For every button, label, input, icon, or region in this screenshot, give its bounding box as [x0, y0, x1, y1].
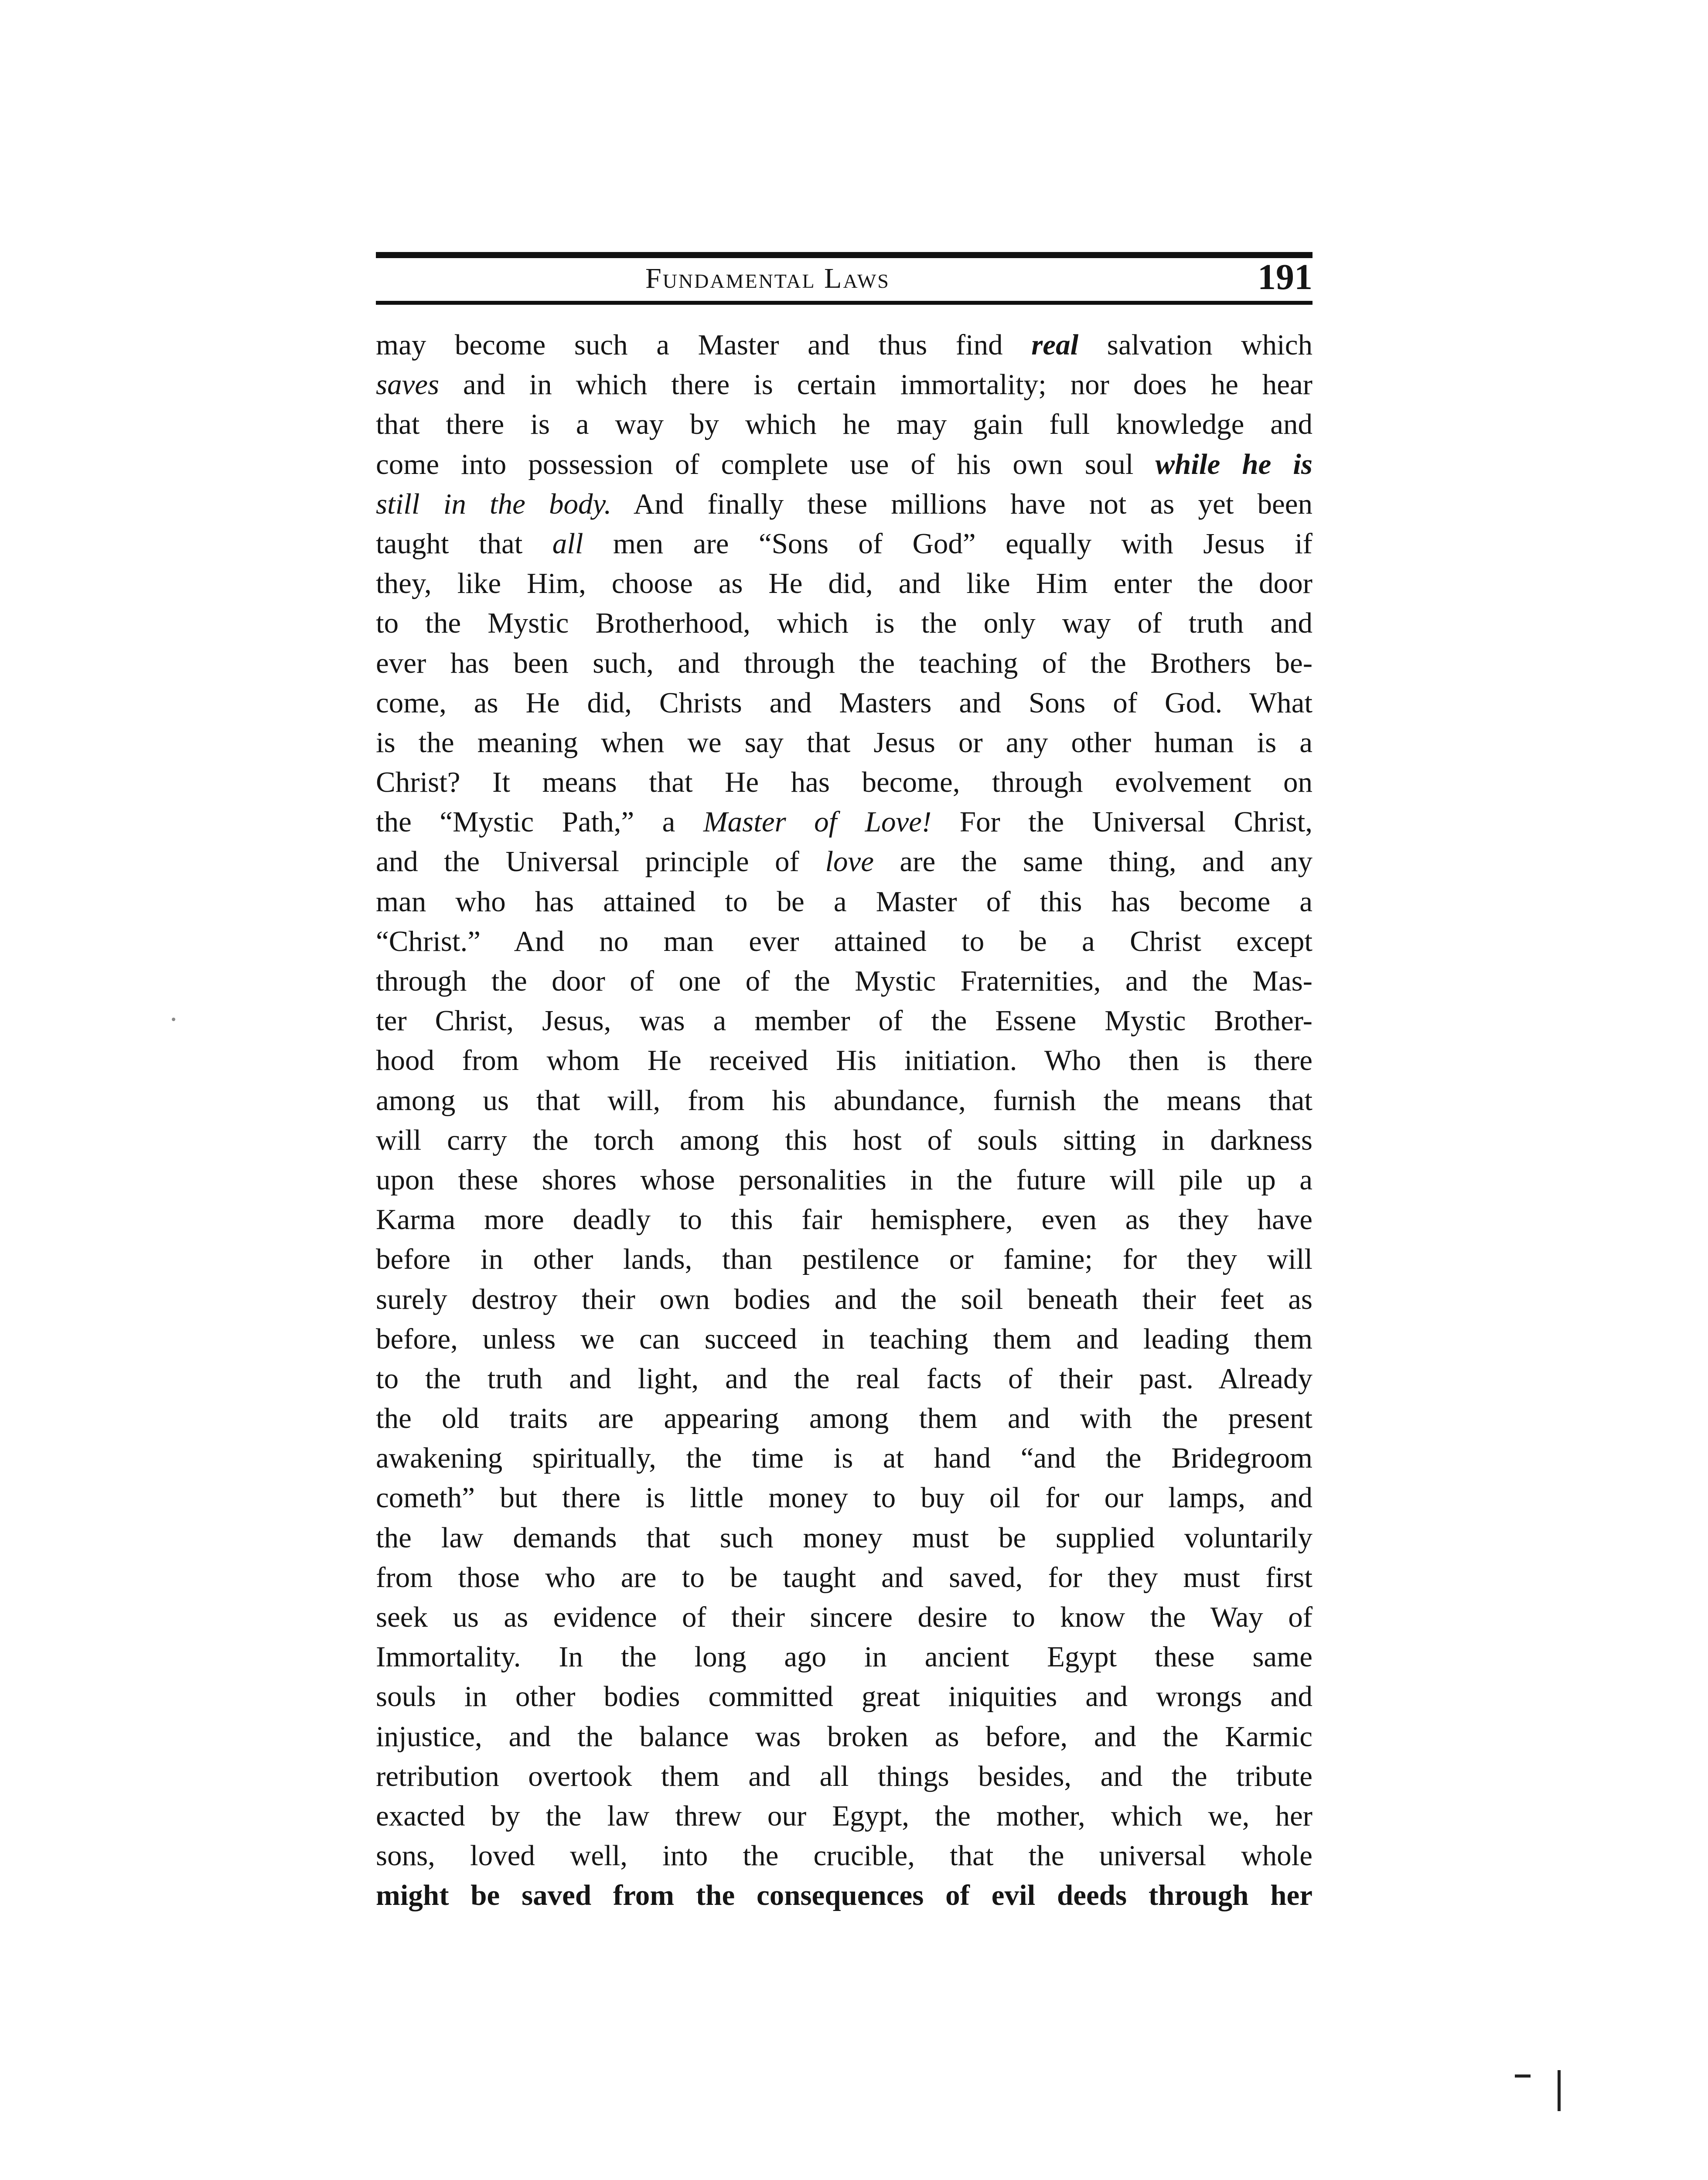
- text-segment: among us that will, from his abundance, furnish the means that: [376, 1084, 1313, 1117]
- text-segment: before in other lands, than pestilence or famine; for they will: [376, 1243, 1313, 1276]
- text-segment: upon these shores whose personalities in the future will pile up a: [376, 1163, 1313, 1196]
- text-line: [376, 1836, 1313, 1876]
- text-line: [376, 922, 1313, 961]
- body-text: [376, 325, 1313, 1916]
- text-line: [376, 1280, 1313, 1319]
- text-segment: through the door of one of the Mystic Fraternities, and the Mas-: [376, 965, 1313, 997]
- text-line: [376, 842, 1313, 882]
- text-segment: retribution overtook them and all things besides, and the tribute: [376, 1760, 1313, 1792]
- scan-mark-dash: [1515, 2074, 1531, 2078]
- text-segment: injustice, and the balance was broken as before, and the Karmic: [376, 1720, 1313, 1753]
- text-line: [376, 365, 1313, 405]
- text-segment: sons, loved well, into the crucible, that the universal whole: [376, 1839, 1313, 1872]
- text-segment: come, as He did, Christs and Masters and Sons of God. What: [376, 686, 1313, 719]
- text-line: [376, 1598, 1313, 1637]
- text-segment: to the Mystic Brotherhood, which is the only way of truth and: [376, 607, 1313, 640]
- emphasis-text: saves: [376, 368, 440, 401]
- text-line: [376, 1796, 1313, 1836]
- text-line: [376, 1876, 1313, 1915]
- text-line: [376, 445, 1313, 484]
- text-segment: ter Christ, Jesus, was a member of the Essene Mystic Brother-: [376, 1005, 1313, 1037]
- text-line: [376, 1677, 1313, 1717]
- text-segment: may become such a Master and thus find: [376, 329, 1032, 361]
- text-segment: exacted by the law threw our Egypt, the mother, which we, her: [376, 1799, 1313, 1832]
- text-segment: salvation which: [1078, 329, 1313, 361]
- header-rule-bottom: [376, 301, 1313, 305]
- text-line: [376, 564, 1313, 603]
- text-segment: souls in other bodies committed great iniquities and wrongs and: [376, 1680, 1313, 1713]
- text-segment: For the Universal Christ,: [931, 806, 1313, 838]
- running-head-title: Fundamental Laws: [645, 262, 890, 294]
- text-line: [376, 484, 1313, 524]
- emphasis-text: real: [1031, 329, 1079, 361]
- text-line: [376, 524, 1313, 564]
- text-segment: to the truth and light, and the real facts of their past. Already: [376, 1362, 1313, 1395]
- text-line: [376, 1041, 1313, 1080]
- text-segment: Christ? It means that He has become, through evolvement on: [376, 766, 1313, 799]
- text-line: [376, 325, 1313, 365]
- text-line: [376, 1001, 1313, 1041]
- page-number: 191: [1258, 257, 1313, 297]
- text-segment: And finally these millions have not as yet been: [611, 487, 1313, 520]
- emphasis-text: while he is: [1155, 448, 1313, 480]
- text-segment: seek us as evidence of their sincere desire to know the Way of: [376, 1601, 1313, 1633]
- text-line: [376, 882, 1313, 922]
- text-segment: Karma more deadly to this fair hemisphere, even as they have: [376, 1203, 1313, 1236]
- emphasis-text: love: [825, 845, 874, 878]
- text-line: [376, 763, 1313, 802]
- text-segment: might be saved from the consequences of evil deeds through her: [376, 1879, 1313, 1912]
- emphasis-text: all: [552, 527, 583, 560]
- text-line: [376, 683, 1313, 723]
- text-line: [376, 1200, 1313, 1240]
- text-line: [376, 1240, 1313, 1279]
- text-segment: the old traits are appearing among them and with the present: [376, 1402, 1313, 1435]
- text-line: [376, 603, 1313, 643]
- text-segment: are the same thing, and any: [873, 845, 1313, 878]
- text-line: [376, 1438, 1313, 1478]
- text-segment: from those who are to be taught and saved, for they must first: [376, 1561, 1313, 1594]
- text-segment: they, like Him, choose as He did, and like Him enter the door: [376, 567, 1313, 600]
- text-segment: come into possession of complete use of his own soul: [376, 448, 1156, 480]
- text-line: [376, 644, 1313, 683]
- text-line: [376, 1637, 1313, 1677]
- text-segment: will carry the torch among this host of souls sitting in darkness: [376, 1124, 1313, 1156]
- text-line: [376, 1757, 1313, 1796]
- text-segment: the law demands that such money must be supplied voluntarily: [376, 1521, 1313, 1554]
- margin-speck: [172, 1018, 175, 1021]
- text-line: [376, 1319, 1313, 1359]
- scan-mark-bar: [1558, 2070, 1561, 2111]
- text-line: [376, 1121, 1313, 1160]
- text-line: [376, 723, 1313, 763]
- text-segment: awakening spiritually, the time is at hand “and the Bridegroom: [376, 1442, 1313, 1475]
- text-line: [376, 802, 1313, 842]
- text-line: [376, 405, 1313, 444]
- emphasis-text: Master of Love!: [703, 806, 932, 838]
- text-segment: “Christ.” And no man ever attained to be a Christ except: [376, 925, 1313, 957]
- header-rule-top: [376, 252, 1313, 258]
- text-segment: taught that: [376, 527, 552, 560]
- text-line: [376, 1399, 1313, 1438]
- text-segment: and the Universal principle of: [376, 845, 825, 878]
- text-segment: cometh” but there is little money to buy oil for our lamps, and: [376, 1482, 1313, 1514]
- text-segment: that there is a way by which he may gain full knowledge and: [376, 408, 1313, 441]
- text-line: [376, 1717, 1313, 1757]
- text-line: [376, 1478, 1313, 1518]
- text-segment: surely destroy their own bodies and the soil beneath their feet as: [376, 1283, 1313, 1315]
- text-segment: Immortality. In the long ago in ancient Egypt these same: [376, 1641, 1313, 1673]
- text-segment: before, unless we can succeed in teaching them and leading them: [376, 1322, 1313, 1355]
- text-segment: the “Mystic Path,” a: [376, 806, 703, 838]
- text-segment: ever has been such, and through the teaching of the Brothers be-: [376, 647, 1313, 679]
- text-segment: hood from whom He received His initiation. Who then is there: [376, 1044, 1313, 1077]
- text-line: [376, 1359, 1313, 1399]
- text-segment: is the meaning when we say that Jesus or any other human is a: [376, 726, 1313, 759]
- emphasis-text: still in the body.: [376, 487, 612, 520]
- text-segment: man who has attained to be a Master of this has become a: [376, 885, 1313, 918]
- text-line: [376, 961, 1313, 1001]
- text-segment: and in which there is certain immortality; nor does he hear: [439, 368, 1313, 401]
- text-line: [376, 1081, 1313, 1121]
- text-line: [376, 1160, 1313, 1200]
- text-line: [376, 1558, 1313, 1598]
- text-line: [376, 1518, 1313, 1558]
- text-segment: men are “Sons of God” equally with Jesus if: [583, 527, 1313, 560]
